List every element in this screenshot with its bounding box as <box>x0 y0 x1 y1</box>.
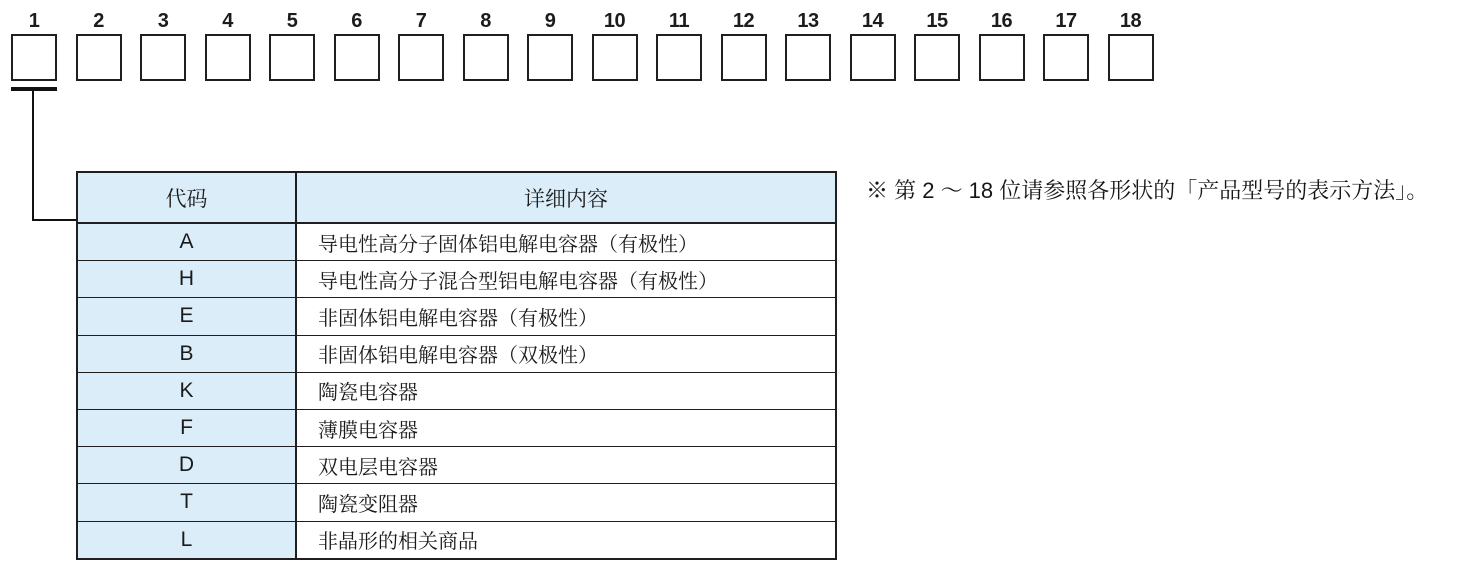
column-header-code: 代码 <box>78 173 297 222</box>
table-header-row <box>78 173 835 223</box>
column-header-desc: 详细内容 <box>297 173 835 222</box>
position-number: 14 <box>861 10 884 32</box>
digit-position <box>140 8 186 81</box>
table-row <box>78 297 835 334</box>
digit-position <box>850 8 896 81</box>
digit-position <box>334 8 380 81</box>
digit-position <box>527 8 573 81</box>
position-number: 6 <box>351 10 362 32</box>
desc-cell: 非固体铝电解电容器（有极性） <box>297 298 835 334</box>
position-number: 1 <box>28 10 40 32</box>
digit-position <box>785 8 831 81</box>
digit-position <box>1108 8 1154 81</box>
position-box <box>592 34 638 81</box>
position-number: 15 <box>926 10 948 32</box>
code-cell: A <box>78 224 297 260</box>
position-box <box>1108 34 1154 81</box>
code-table <box>76 171 837 560</box>
position-number: 12 <box>732 10 755 32</box>
position-number: 8 <box>480 10 491 32</box>
part-number-digit-boxes <box>11 8 1154 81</box>
position-box <box>785 34 831 81</box>
digit-position <box>721 8 767 81</box>
desc-cell: 导电性高分子混合型铝电解电容器（有极性） <box>297 261 835 297</box>
position-box <box>979 34 1025 81</box>
position-box <box>914 34 960 81</box>
code-cell: H <box>78 261 297 297</box>
table-row <box>78 260 835 297</box>
table-row <box>78 335 835 372</box>
footnote: ※ 第 2 ～ 18 位请参照各形状的「产品型号的表示方法」。 <box>866 178 1429 203</box>
desc-cell: 双电层电容器 <box>297 447 835 483</box>
position-box <box>76 34 122 81</box>
position-box <box>527 34 573 81</box>
desc-cell: 非固体铝电解电容器（双极性） <box>297 336 835 372</box>
digit-position <box>592 8 638 81</box>
digit-position <box>269 8 315 81</box>
position1-underline <box>11 87 57 91</box>
desc-cell: 薄膜电容器 <box>297 410 835 446</box>
position-box <box>463 34 509 81</box>
connector-vertical-line <box>32 90 34 221</box>
code-cell: D <box>78 447 297 483</box>
connector-horizontal-line <box>32 219 78 221</box>
table-row <box>78 446 835 483</box>
position-number: 11 <box>668 10 690 32</box>
table-row <box>78 372 835 409</box>
digit-position <box>398 8 444 81</box>
position-box <box>205 34 251 81</box>
position-number: 2 <box>93 10 104 32</box>
position-number: 7 <box>415 10 427 32</box>
position-box <box>656 34 702 81</box>
table-row <box>78 521 835 558</box>
desc-cell: 非晶形的相关商品 <box>297 522 835 558</box>
position-box <box>1043 34 1089 81</box>
position-box <box>398 34 444 81</box>
position-number: 4 <box>222 10 233 32</box>
desc-cell: 导电性高分子固体铝电解电容器（有极性） <box>297 224 835 260</box>
position-number: 18 <box>1119 10 1142 32</box>
desc-cell: 陶瓷变阻器 <box>297 484 835 520</box>
digit-position <box>1043 8 1089 81</box>
position-number: 5 <box>286 10 298 32</box>
digit-position <box>656 8 702 81</box>
position-box <box>334 34 380 81</box>
position-number: 10 <box>603 10 626 32</box>
digit-position <box>914 8 960 81</box>
table-row <box>78 483 835 520</box>
position-box <box>269 34 315 81</box>
code-cell: B <box>78 336 297 372</box>
table-body <box>78 223 835 558</box>
code-cell: F <box>78 410 297 446</box>
position-box <box>850 34 896 81</box>
digit-position <box>463 8 509 81</box>
code-cell: L <box>78 522 297 558</box>
code-cell: T <box>78 484 297 520</box>
digit-position <box>979 8 1025 81</box>
position-box <box>721 34 767 81</box>
position-number: 17 <box>1055 10 1077 32</box>
digit-position <box>11 8 57 81</box>
position-number: 16 <box>990 10 1013 32</box>
digit-position <box>205 8 251 81</box>
code-cell: E <box>78 298 297 334</box>
position-number: 9 <box>544 10 556 32</box>
position-number: 13 <box>797 10 819 32</box>
position-box <box>11 34 57 81</box>
position-number: 3 <box>157 10 169 32</box>
table-row <box>78 409 835 446</box>
table-row <box>78 223 835 260</box>
code-cell: K <box>78 373 297 409</box>
desc-cell: 陶瓷电容器 <box>297 373 835 409</box>
digit-position <box>76 8 122 81</box>
position-box <box>140 34 186 81</box>
